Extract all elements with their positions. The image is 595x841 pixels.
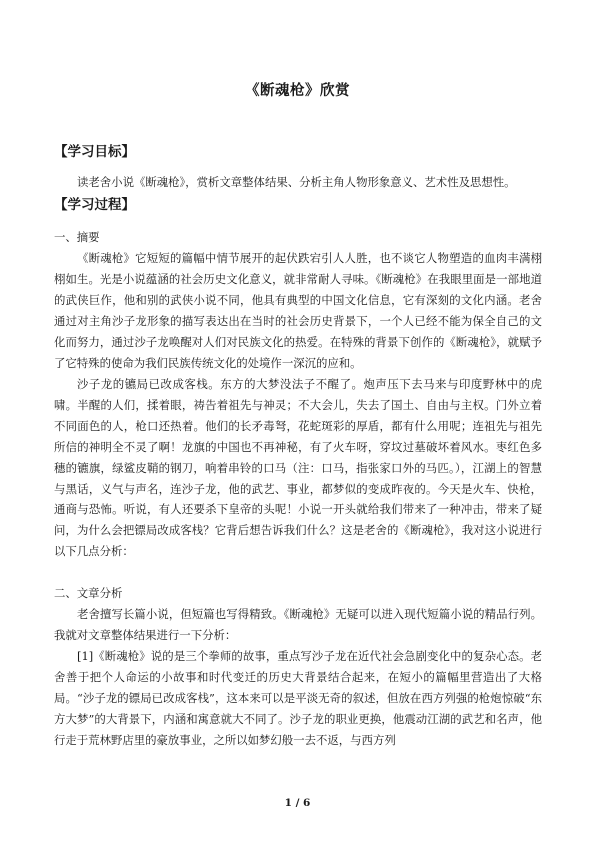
learning-goal-text: 读老舍小说《断魂枪》，赏析文章整体结果、分析主角人物形象意义、艺术性及思想性。 [77, 175, 516, 189]
analysis-paragraph-1: 老舍擅写长篇小说，但短篇也写得精致。《断魂枪》无疑可以进入现代短篇小说的精品行列。我就对文章整体结果进行一下分析： [54, 607, 542, 642]
section2-heading: 二、文章分析 [54, 586, 123, 600]
summary-paragraph-1: 《断魂枪》它短短的篇幅中情节展开的起伏跌宕引人人胜，也不谈它人物塑造的血肉丰满栩栩如生。光是小说蕴涵的社会历史文化意义，就非常耐人寻味。《断魂枪》在我眼里面是一部地道的武侠巨作，他和别的武侠小说不同，他具有典型的中国文化信息，它有深刻的文化内涵。老舍通过对主角沙子龙形象的描写表达出在当时的社会历史背景下，一个人已经不能为保全自己的文化而努力，通过沙子龙唤醒对人们对民族文化的热爱。在特殊的背景下创作的《断魂枪》，就赋予了它特殊的使命为我们民族传统文化的处境作一深沉的应和。 [54, 251, 542, 370]
document-title: 《断魂枪》欣赏 [245, 82, 350, 99]
learning-process-heading: 【学习过程】 [54, 197, 135, 213]
learning-goal-heading: 【学习目标】 [54, 144, 135, 160]
summary-paragraph-2: 沙子龙的镳局已改成客栈。东方的大梦没法子不醒了。炮声压下去马来与印度野林中的虎啸。半醒的人们，揉着眼，祷告着祖先与神灵；不大会儿，失去了国土、自由与主权。门外立着不同面色的人，枪口还热着。他们的长矛毒弩，花蛇斑彩的厚盾，都有什么用呢；连祖先与祖先所信的神明全不灵了啊！龙旗的中国也不再神秘，有了火车呀，穿坟过墓破坏着风水。枣红色多穗的镳旗，绿鲨皮鞘的钢刀，响着串铃的口马（注：口马，指张家口外的马匹。），江湖上的智慧与黑话，义气与声名，连沙子龙，他的武艺、事业，都梦似的变成昨夜的。今天是火车、快枪，通商与恐怖。听说，有人还要杀下皇帝的头呢！小说一开头就给我们带来了一种冲击，带来了疑问，为什么会把镖局改成客栈？它背后想告诉我们什么？这是老舍的《断魂枪》，我对这小说进行以下几点分析： [54, 377, 542, 559]
section1-heading: 一、摘要 [54, 230, 100, 244]
analysis-paragraph-2: [1]《断魂枪》说的是三个拳师的故事，重点写沙子龙在近代社会急剧变化中的复杂心态。老舍善于把个人命运的小故事和时代变迁的历史大背景结合起来，在短小的篇幅里营造出了大格局。“沙子龙的镖局已改成客栈”，这本来可以是平淡无奇的叙述，但放在西方列强的枪炮惊破“东方大梦”的大背景下，内涵和寓意就大不同了。沙子龙的职业更换，他震动江湖的武艺和名声，他行走于荒林野店里的豪放事业，之所以如梦幻般一去不返，与西方列 [54, 649, 542, 747]
page-number: 1 / 6 [284, 797, 311, 809]
